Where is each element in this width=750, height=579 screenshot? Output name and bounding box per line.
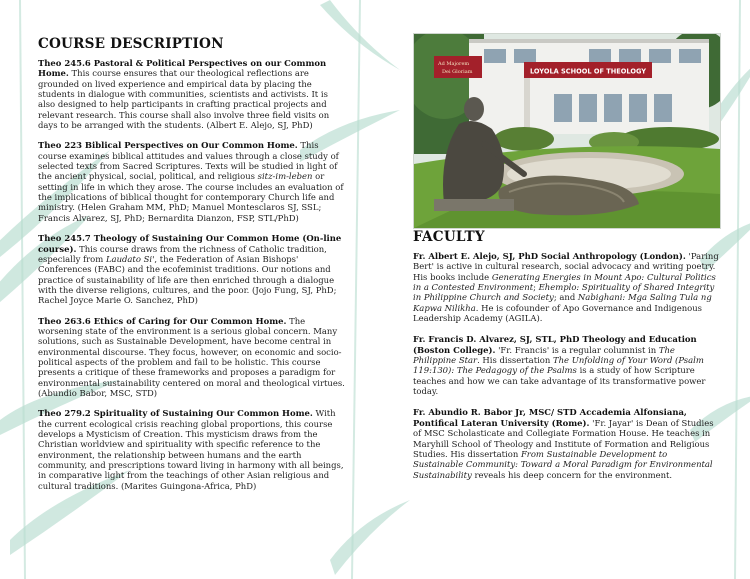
course-body-italic: sitz-im-leben (257, 171, 313, 182)
course-theo-245-6 (38, 58, 346, 130)
faculty-bio-italic: The Philippine Star (413, 344, 675, 366)
faculty-bio: . He is cofounder of Apo Governance and Indigenous Leadership Academy (AGILA). (413, 302, 702, 324)
course-body: This course ensures that our theological reflections are grounded on lived experience and empirical data by placing the students in dialogue with communities, scientists and activists. It is also designed to help participants in crafting practical projects and relevant research. This course shall also involve three field visits on days to be arranged with the students. (Albert E. Alejo, SJ, PhD) (38, 68, 330, 131)
faculty-bio: is a study of how Scripture teaches and how we can take advantage of its transformative power today. (413, 365, 706, 397)
faculty-bio-italic: Generating Energies in Mount Apo: Cultural Politics in a Contested Environment (413, 271, 716, 293)
faculty-bio: 'Fr. Jayar' is Dean of Studies of MSC Scholasticate and Collegiate Formation House. He teaches in Maryhill School of Theology and Institute of Formation and Religious Studies. His dissertation (413, 417, 714, 459)
faculty-heading: FACULTY (413, 229, 485, 245)
campus-photo-illustration (414, 34, 720, 228)
course-paragraph (38, 408, 346, 491)
faculty-name: Fr. Albert E. Alejo, SJ, PhD Social Anthropology (London). (413, 251, 686, 261)
sign-text: LOYOLA SCHOOL OF THEOLOGY (529, 67, 647, 76)
course-paragraph (38, 233, 346, 305)
motto-line-2: Dei Gloriam (442, 69, 473, 75)
faculty-bio: . His dissertation (477, 355, 553, 366)
faculty-paragraph (413, 251, 719, 323)
course-body-italic: Laudato Si' (105, 253, 155, 264)
faculty-bio-italic: Ehemplo: Spirituality of Shared Integrity in Philippine Church and Society (413, 282, 715, 303)
course-body: The worsening state of the environment is a serious global concern. Many solutions, such as Sustainable Development, have become central in environmental discourse. They focus, however, on economic and socio-political aspects of the problem and fail to be holistic. This course presents a critique of these frameworks and proposes a paradigm for environmental sustainability centered on moral and theological virtues. (Abundio Babor, MSC, STD) (38, 315, 345, 398)
course-theo-245-7 (38, 233, 346, 305)
faculty-name: Fr. Francis D. Alvarez, SJ, STL, PhD Theology and Education (Boston College). (413, 334, 697, 355)
campus-photo (413, 33, 721, 229)
faculty-member-alvarez (413, 334, 719, 396)
course-paragraph (38, 58, 346, 130)
course-theo-279-2 (38, 408, 346, 491)
faculty-name: Fr. Abundio R. Babor Jr, MSC/ STD Accademia Alfonsiana, Pontifical Lateran University (Rome). (413, 407, 687, 428)
faculty-bio: ; (533, 282, 539, 293)
course-body: , the Federation of Asian Bishops' Conferences (FABC) and the ecofeminist traditions. Our notions and practice of sustainability of life are then enriched through a dialogue with the diverse religions, cultures, and the poor. (Jojo Fung, SJ, PhD; Rachel Joyce Marie O. Sanchez, PhD) (38, 253, 337, 306)
faculty-bio: 'Fr. Francis' is a regular columnist in (495, 344, 659, 355)
course-title: Theo 279.2 Spirituality of Sustaining Our Common Home. (38, 408, 313, 419)
course-description-heading: COURSE DESCRIPTION (38, 36, 224, 52)
faculty-member-babor (413, 407, 719, 479)
course-paragraph (38, 316, 346, 399)
course-title: Theo 223 Biblical Perspectives on Our Common Home. (38, 140, 298, 151)
course-body: With the current ecological crisis reaching global proportions, this course develops a Mysticism of Creation. This mysticism draws from the Christian worldview and spirituality with specific reference to the environment, the relationship between humans and the earth community, and prescriptions toward living in harmony with all beings, in comparative light from the teachings of other Asian religious and cultural traditions. (Marites Guingona-Africa, PhD) (38, 408, 344, 491)
faculty-bio: reveals his deep concern for the environment. (471, 469, 673, 480)
faculty-member-alejo (413, 251, 719, 323)
course-title: Theo 245.7 Theology of Sustaining Our Common Home (On-line course). (38, 233, 342, 254)
faculty-bio-italic: Nabighani: Mga Saling Tula ng Kapwa Nilikha (413, 292, 712, 313)
course-theo-223 (38, 140, 346, 223)
faculty-bio-italic: From Sustainable Development to Sustainable Community: Toward a Moral Paradigm for Environmental Sustainability (413, 448, 713, 480)
faculty-bio-italic: The Unfolding of Your Word (Psalm 119:130): The Pedagogy of the Psalms (413, 355, 704, 376)
faculty-bio: ; and (553, 292, 578, 303)
course-description-column (38, 36, 346, 501)
course-title: Theo 245.6 Pastoral & Political Perspectives on our Common Home. (38, 58, 327, 79)
course-body: This course examines biblical attitudes and values through a close study of selected texts from Sacred Scriptures. Texts will be studied in light of the ancient physical, social, political, and religious (38, 140, 339, 182)
faculty-paragraph (413, 334, 719, 396)
faculty-bio: 'Paring Bert' is active in cultural research, social advocacy and writing poetry. His books include (413, 251, 719, 282)
course-paragraph (38, 140, 346, 223)
motto-line-1: Ad Majorem (438, 61, 470, 67)
course-theo-263-6 (38, 316, 346, 399)
course-body: or setting in life in which they arose. The course includes an evaluation of the implications of biblical thought for contemporary Church life and ministry. (Helen Graham MM, PhD; Manuel Montesclaros SJ, SSL; Francis Alvarez, SJ, PhD; Bernardita Dianzon, FSP, STL/PhD) (38, 171, 344, 223)
faculty-paragraph (413, 407, 719, 479)
course-title: Theo 263.6 Ethics of Caring for Our Common Home. (38, 315, 287, 326)
course-body: This course draws from the richness of Catholic tradition, especially from (38, 243, 327, 264)
right-column (413, 33, 719, 491)
